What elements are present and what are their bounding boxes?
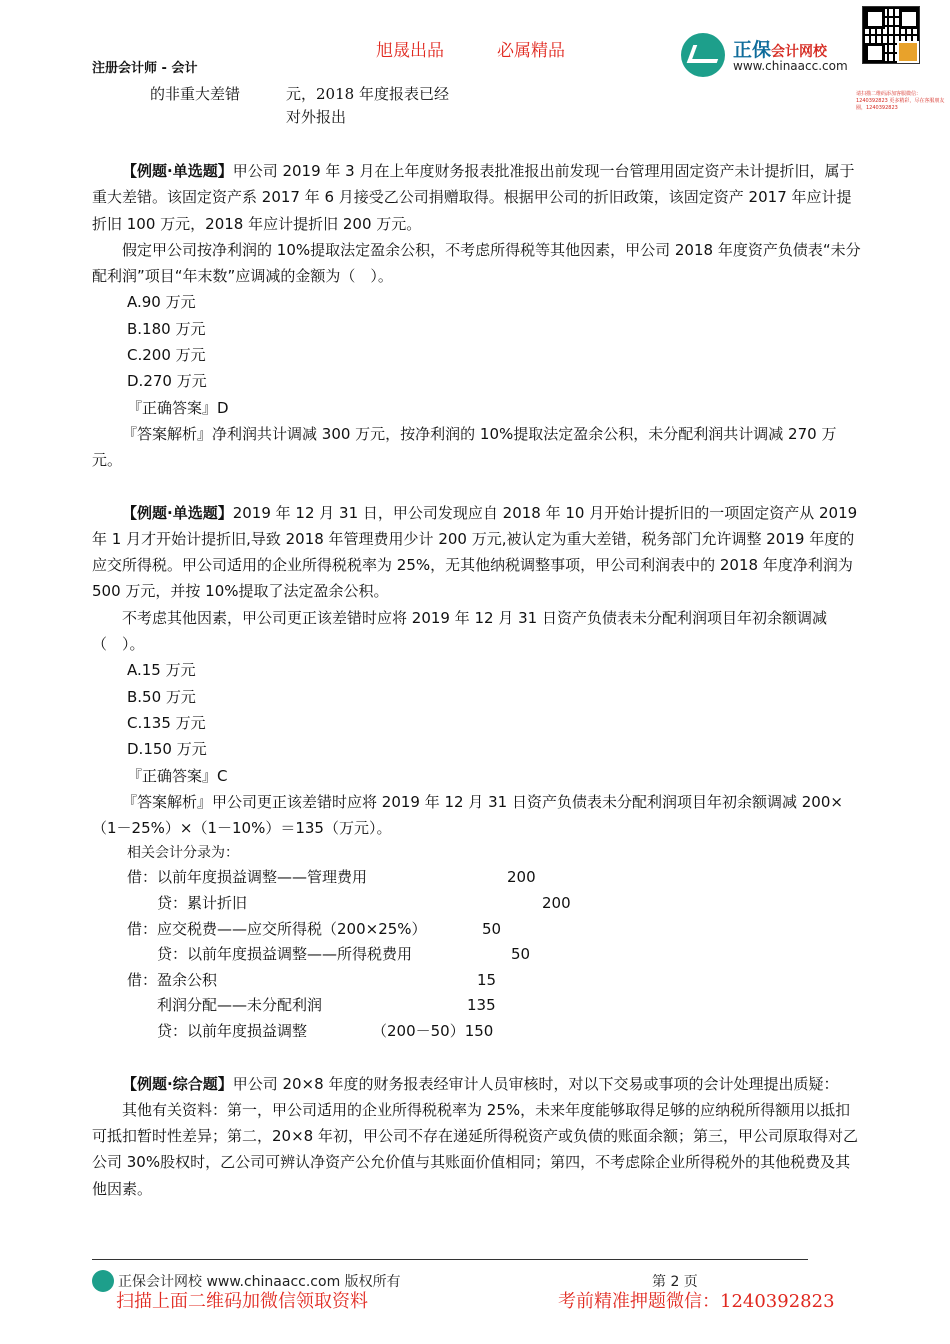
journal-entry: 借：应交税费——应交所得税（200×25%） 50 (127, 919, 502, 938)
q1-stem: 【例题·单选题】甲公司 2019 年 3 月在上年度财务报表批准报出前发现一台管理用固定资产未计提折旧，属于重大差错。该固定资产系 2017 年 6 月接受乙公司捐赠取得。根据甲公司的折旧政策，该固定资产 2017 年应计提折旧 100 万元，2018 年应计提折旧 200 万元。 (92, 162, 855, 233)
document-body (92, 158, 864, 1202)
subject-title: 注册会计师 - 会计 (92, 61, 198, 76)
page-number: 第 2 页 (652, 1274, 698, 1290)
q1-analysis: 『答案解析』净利润共计调减 300 万元，按净利润的 10%提取法定盈余公积，未分配利润共计调减 270 万元。 (92, 424, 837, 470)
q2-stem2: 不考虑其他因素，甲公司更正该差错时应将 2019 年 12 月 31 日资产负债表未分配利润项目年初余额调减（ ）。 (92, 608, 827, 654)
footer-logo-icon (92, 1270, 114, 1292)
q2-option-c: C.135 万元 (127, 713, 206, 732)
q2-answer: 『正确答案』C (127, 766, 228, 785)
promo-left: 扫描上面二维码加微信领取资料 (116, 1291, 368, 1312)
journal-entry: 贷：以前年度损益调整 （200－50）150 (127, 1021, 494, 1040)
journal-entry: 贷：以前年度损益调整——所得税费用 50 (127, 945, 531, 964)
promo-right: 考前精准押题微信：1240392823 (558, 1291, 835, 1312)
q3-stem2: 其他有关资料：第一，甲公司适用的企业所得税税率为 25%，未来年度能够取得足够的应纳税所得额用以抵扣可抵扣暂时性差异；第二，20×8 年初，甲公司不存在递延所得税资产或负债的账面余额；第三，甲公司原取得对乙公司 30%股权时，乙公司可辨认净资产公允价值与其账面价值相同；第四，不考虑除企业所得税外的其他税费及其他因素。 (92, 1100, 858, 1198)
journal-entry: 借：以前年度损益调整——管理费用 200 (127, 868, 536, 887)
logo-mark-icon (681, 33, 725, 77)
q1-answer: 『正确答案』D (127, 398, 229, 417)
q2-option-b: B.50 万元 (127, 687, 196, 706)
question-type-label: 【例题·单选题】 (122, 503, 233, 522)
footer-copyright: 正保会计网校 www.chinaacc.com 版权所有 (118, 1274, 401, 1290)
q2-stem: 【例题·单选题】2019 年 12 月 31 日，甲公司发现应自 2018 年 10 月开始计提折旧的一项固定资产从 2019 年 1 月才开始计提折旧,导致 2018 年管理费用少计 200 万元,被认定为重大差错，税务部门允许调整 2019 年度的应交所得税。甲公司适用的企业所得税税率为 25%，无其他纳税调整事项，甲公司利润表中的 2018 年度净利润为 500 万元，并按 10%提取了法定盈余公积。 (92, 503, 858, 601)
q2-option-a: A.15 万元 (127, 661, 196, 680)
q1-option-b: B.180 万元 (127, 319, 206, 338)
question-type-label: 【例题·综合题】 (122, 1074, 233, 1093)
q1-option-c: C.200 万元 (127, 346, 206, 365)
journal-entries (92, 865, 864, 1044)
q2-analysis: 『答案解析』甲公司更正该差错时应将 2019 年 12 月 31 日资产负债表未分配利润项目年初余额调减 200×（1－25%）×（1－10%）＝135（万元）。 (92, 792, 843, 838)
q2-entries-title: 相关会计分录为： (127, 845, 239, 862)
journal-entry: 贷：累计折旧 200 (127, 894, 571, 913)
journal-entry: 借：盈余公积 15 (127, 970, 497, 989)
question-type-label: 【例题·单选题】 (122, 162, 233, 180)
q2-option-d: D.150 万元 (127, 740, 207, 759)
logo-name: 正保会计网校 (733, 39, 828, 61)
table-cell-right-1: 元，2018 年度报表已经 (286, 85, 449, 103)
qr-code-icon[interactable] (862, 6, 920, 64)
brand-right: 必属精品 (497, 41, 565, 61)
brand-left: 旭晟出品 (376, 41, 444, 61)
q1-option-a: A.90 万元 (127, 293, 196, 312)
q1-stem2: 假定甲公司按净利润的 10%提取法定盈余公积，不考虑所得税等其他因素，甲公司 2018 年度资产负债表“未分配利润”项目“年末数”应调减的金额为（ ）。 (92, 240, 861, 286)
table-cell-right-2: 对外报出 (286, 108, 347, 126)
journal-entry: 利润分配——未分配利润 135 (127, 996, 496, 1015)
logo-url: www.chinaacc.com (733, 59, 848, 73)
table-cell-left: 的非重大差错 (150, 85, 241, 103)
q3-stem: 【例题·综合题】甲公司 20×8 年度的财务报表经审计人员审核时，对以下交易或事项的会计处理提出质疑： (122, 1074, 839, 1093)
footer-divider (92, 1259, 808, 1260)
chinaacc-logo[interactable] (681, 33, 859, 79)
q1-option-d: D.270 万元 (127, 372, 207, 391)
qr-note: 请扫描二维码添加客服微信：1240392823 更多精彩，尽在客服朋友圈，1240392823 (856, 91, 945, 111)
